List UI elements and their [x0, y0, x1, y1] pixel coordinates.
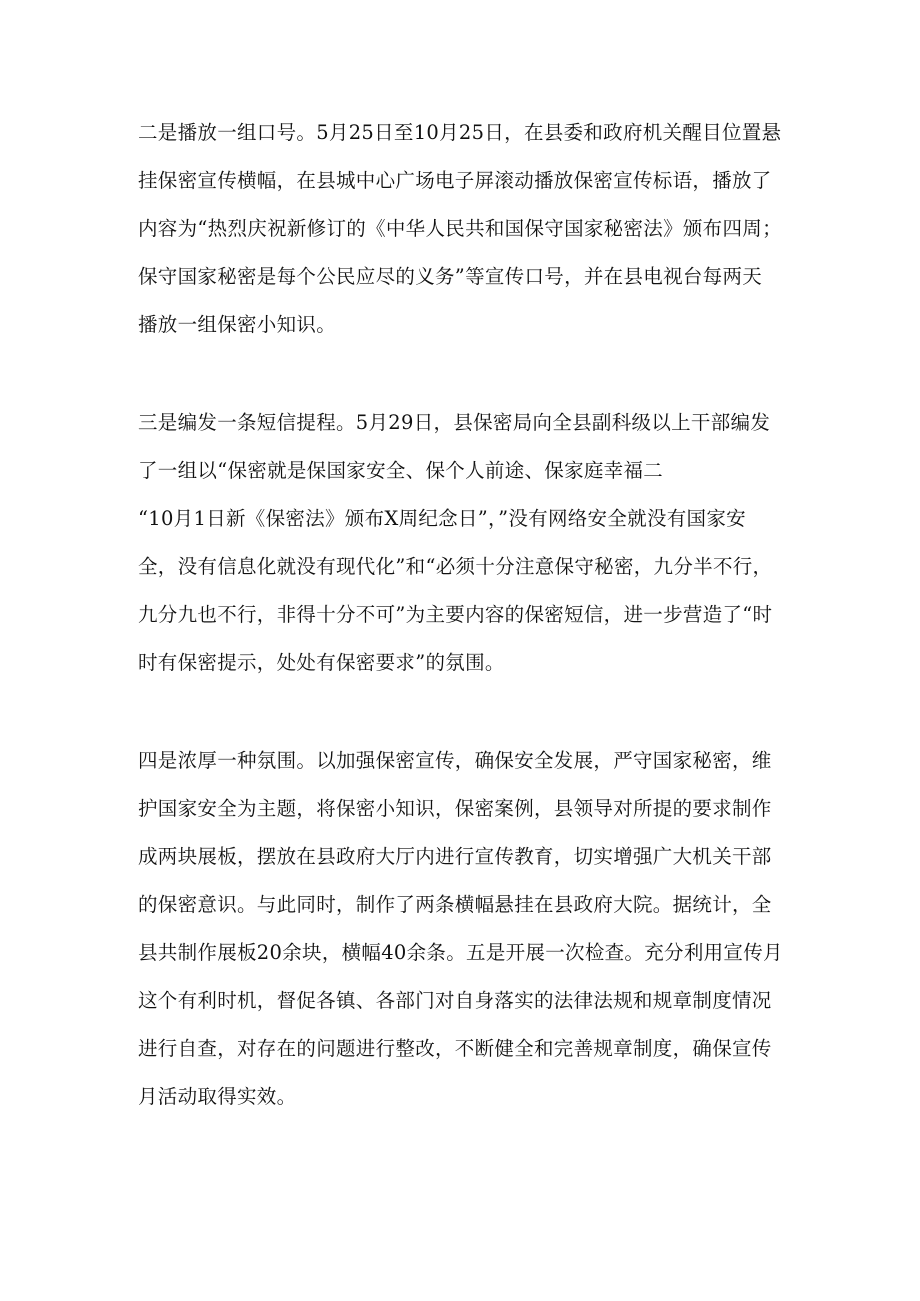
text-line: 护国家安全为主题，将保密小知识，保密案例，县领导对所提的要求制作 — [138, 797, 772, 820]
text-line: “10月1日新《保密法》颁布X周纪念日”，”没有网络安全就没有国家安 — [138, 507, 746, 530]
paragraph-atmosphere-and-inspection — [138, 737, 798, 1121]
text-line: 播放一组保密小知识。 — [138, 313, 337, 336]
text-line: 挂保密宣传横幅，在县城中心广场电子屏滚动播放保密宣传标语，播放了 — [138, 169, 772, 192]
text-line: 内容为“热烈庆祝新修订的《中华人民共和国保守国家秘密法》颁布四周； — [138, 217, 782, 240]
text-line: 九分九也不行，非得十分不可”为主要内容的保密短信，进一步营造了“时 — [138, 603, 773, 626]
paragraph-broadcast-slogans — [138, 109, 798, 349]
text-line: 全，没有信息化就没有现代化”和“必须十分注意保守秘密，九分半不行， — [138, 555, 773, 578]
text-line: 四是浓厚一种氛围。以加强保密宣传，确保安全发展，严守国家秘密，维 — [138, 749, 772, 772]
text-line: 这个有利时机，督促各镇、各部门对自身落实的法律法规和规章制度情况 — [138, 989, 772, 1012]
text-line: 了一组以“保密就是保国家安全、保个人前途、保家庭幸福二 — [138, 459, 664, 482]
text-line: 三是编发一条短信提程。5月29日，县保密局向全县副科级以上干部编发 — [138, 411, 771, 434]
text-line: 进行自查，对存在的问题进行整改，不断健全和完善规章制度，确保宣传 — [138, 1037, 772, 1060]
text-line: 县共制作展板20余块，横幅40余条。五是开展一次检查。充分利用宣传月 — [138, 941, 783, 964]
text-line: 的保密意识。与此同时，制作了两条横幅悬挂在县政府大院。据统计，全 — [138, 893, 772, 916]
paragraph-sms-reminders — [138, 399, 798, 687]
text-line: 时有保密提示，处处有保密要求”的氛围。 — [138, 651, 505, 674]
text-line: 保守国家秘密是每个公民应尽的义务”等宣传口号，并在县电视台每两天 — [138, 265, 763, 288]
text-line: 成两块展板，摆放在县政府大厅内进行宣传教育，切实增强广大机关干部 — [138, 845, 772, 868]
text-line: 月活动取得实效。 — [138, 1085, 297, 1108]
text-line: 二是播放一组口号。5月25日至10月25日，在县委和政府机关醒目位置悬 — [138, 121, 782, 144]
